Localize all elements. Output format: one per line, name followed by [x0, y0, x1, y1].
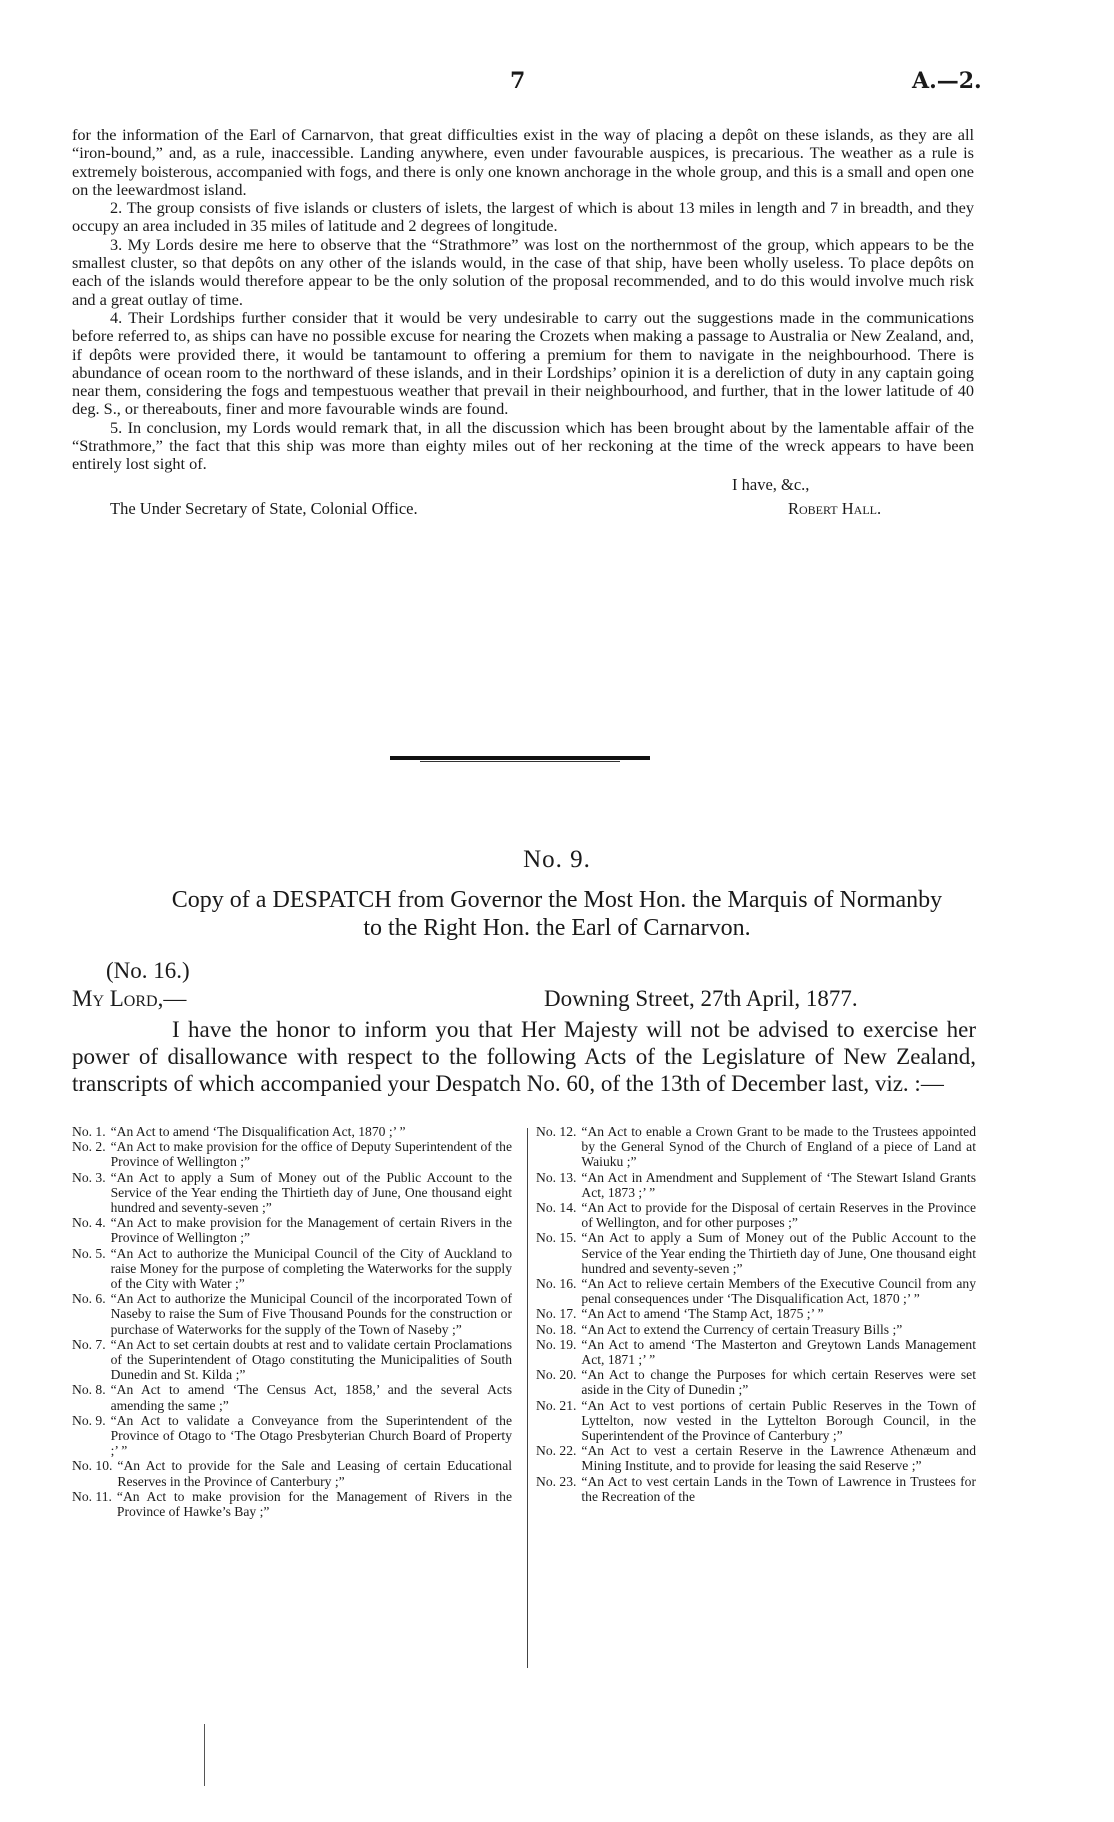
act-number: No. 2. — [72, 1139, 106, 1155]
act-title: “An Act to enable a Crown Grant to be made to the Trustees appointed by the General Synod of the Church of England of a piece of Land at Waiuku ;” — [581, 1124, 976, 1170]
despatch-title — [0, 886, 1114, 942]
despatch-body — [72, 1016, 976, 1097]
letter-body — [72, 126, 974, 534]
act-title: “An Act to amend ‘The Masterton and Greytown Lands Management Act, 1871 ;’ ” — [581, 1336, 976, 1368]
letter-paragraph-5: 5. In conclusion, my Lords would remark that, in all the discussion which has been brought about by the lamentable affair of the “Strathmore,” the fact that this ship was more than eighty miles out of her reckoning at the time of the wreck appears to have been entirely lost sight of. — [72, 417, 974, 474]
act-list-item — [536, 1398, 976, 1444]
act-number: No. 16. — [536, 1276, 577, 1292]
acts-column-left — [72, 1124, 512, 1519]
letter-paragraph-1: for the information of the Earl of Carnarvon, that great difficulties exist in the way of placing a depôt on these islands, as they are all “iron-bound,” and, as a rule, inaccessible. Landing anywhere, even under favourable auspices, is precarious. The weather as a rule is extremely boisterous, accompanied with fogs, and there is only one known anchorage in the whole group, and this is a small and open one on the leewardmost island. — [72, 125, 974, 199]
despatch-number: No. 9. — [523, 846, 591, 873]
despatch-body-text: I have the honor to inform you that Her Majesty will not be advised to exercise her power of disallowance with respect to the following Acts of the Legislature of New Zealand, transcripts of which accompanied your Despatch No. 60, of the 13th of December last, viz. :— — [72, 1017, 976, 1096]
act-list-item — [72, 1458, 512, 1488]
letter-closing: I have, &c., — [732, 474, 810, 494]
act-number: No. 19. — [536, 1336, 577, 1352]
despatch-salutation: My Lord,— — [72, 986, 187, 1011]
act-title: “An Act to provide for the Disposal of certain Reserves in the Province of Wellington, and for other purposes ;” — [581, 1200, 976, 1231]
act-title: “An Act to make provision for the Management of Rivers in the Province of Hawke’s Bay ;” — [116, 1488, 512, 1520]
act-number: No. 13. — [536, 1169, 577, 1185]
act-title: “An Act to relieve certain Members of the Executive Council from any penal consequences under ‘The Disqualification Act, 1870 ;’ ” — [581, 1276, 976, 1307]
act-list-item — [536, 1322, 976, 1337]
act-title: “An Act to vest portions of certain Public Reserves in the Town of Lyttelton, now vested in the Lyttelton Borough Council, in the Superintendent of the Province of Canterbury ;” — [581, 1397, 976, 1444]
act-number: No. 20. — [536, 1367, 577, 1383]
act-title: “An Act to validate a Conveyance from the Superintendent of the Province of Otago to ‘The Otago Presbyterian Church Board of Property ;’ ” — [110, 1412, 512, 1459]
act-number: No. 7. — [72, 1336, 106, 1352]
column-divider — [527, 1128, 528, 1668]
act-title: “An Act to authorize the Municipal Council of the incorporated Town of Naseby to raise the Sum of Five Thousand Pounds for the construction or purchase of Waterworks for the supply of the Town of Naseby ;” — [110, 1291, 512, 1337]
act-number: No. 12. — [536, 1124, 577, 1139]
act-number: No. 9. — [72, 1412, 106, 1428]
act-list-item — [72, 1215, 512, 1245]
document-reference: A.—2. — [912, 68, 982, 94]
letter-paragraph-4: 4. Their Lordships further consider that it would be very undesirable to carry out the suggestions made in the communications before referred to, as ships can have no possible excuse for nearing the Crozets when making a passage to Australia or New Zealand, and, if depôts were provided there, it would be tantamount to offering a premium for them to navigate in the neighbourhood. There is abundance of ocean room to the northward of these islands, and in their Lordships’ opinion it is a dereliction of duty in any captain going near them, considering the fogs and tempestuous weather that prevail in their neighbourhood, and further, that in the lower latitude of 40 deg. S., or thereabouts, finer and more favourable winds are found. — [72, 307, 974, 419]
act-number: No. 10. — [72, 1458, 113, 1474]
act-number: No. 5. — [72, 1245, 106, 1261]
act-list-item — [536, 1170, 976, 1200]
act-number: No. 4. — [72, 1215, 106, 1231]
act-number: No. 22. — [536, 1443, 577, 1459]
act-title: “An Act to amend ‘The Disqualification Act, 1870 ;’ ” — [110, 1124, 406, 1139]
letter-paragraph-2: 2. The group consists of five islands or clusters of islets, the largest of which is about 13 miles in length and 7 in breadth, and they occupy an area included in 35 miles of latitude and 2 degrees of longitude. — [72, 198, 974, 236]
letter-signature: Robert Hall. — [788, 498, 882, 518]
act-list-item — [72, 1139, 512, 1169]
act-title: “An Act to extend the Currency of certain Treasury Bills ;” — [581, 1321, 903, 1337]
act-list-item — [72, 1291, 512, 1337]
act-number: No. 6. — [72, 1291, 106, 1307]
act-number: No. 1. — [72, 1124, 106, 1139]
margin-mark — [204, 1724, 205, 1786]
act-title: “An Act to vest certain Lands in the Town of Lawrence in Trustees for the Recreation of the — [581, 1473, 976, 1504]
act-list-item — [72, 1337, 512, 1383]
page-header — [0, 68, 1114, 92]
act-title: “An Act to vest a certain Reserve in the Lawrence Athenæum and Mining Institute, and to provide for leasing the said Reserve ;” — [581, 1443, 976, 1474]
act-number: No. 8. — [72, 1382, 106, 1398]
act-number: No. 23. — [536, 1473, 577, 1489]
act-list-item — [72, 1124, 512, 1139]
act-title: “An Act to apply a Sum of Money out of the Public Account to the Service of the Year ending the Thirtieth day of June, One thousand eight hundred and seventy-seven ;” — [581, 1230, 976, 1276]
act-list-item — [536, 1337, 976, 1367]
act-list-item — [536, 1276, 976, 1306]
despatch-title-line-2: to the Right Hon. the Earl of Carnarvon. — [363, 915, 751, 941]
act-number: No. 11. — [72, 1488, 112, 1504]
act-title: “An Act to authorize the Municipal Council of the City of Auckland to raise Money for the purpose of completing the Waterworks for the supply of the City with Water ;” — [110, 1245, 512, 1292]
act-number: No. 3. — [72, 1169, 106, 1185]
act-list-item — [72, 1413, 512, 1459]
act-list-item — [536, 1124, 976, 1170]
act-number: No. 21. — [536, 1397, 577, 1413]
act-title: “An Act to provide for the Sale and Leasing of certain Educational Reserves in the Province of Canterbury ;” — [117, 1458, 512, 1489]
act-number: No. 14. — [536, 1200, 577, 1216]
act-title: “An Act to make provision for the office of Deputy Superintendent of the Province of Wellington ;” — [110, 1139, 512, 1170]
act-list-item — [72, 1489, 512, 1519]
act-list-item — [536, 1200, 976, 1230]
act-list-item — [72, 1382, 512, 1412]
despatch-heading — [0, 846, 1114, 942]
act-title: “An Act to amend ‘The Census Act, 1858,’ and the several Acts amending the same ;” — [110, 1382, 512, 1413]
act-list-item — [536, 1306, 976, 1321]
act-number: No. 17. — [536, 1306, 577, 1322]
act-list-item — [536, 1474, 976, 1504]
act-title: “An Act to apply a Sum of Money out of the Public Account to the Service of the Year ending the Thirtieth day of June, One thousand eight hundred and seventy-seven ;” — [110, 1169, 512, 1216]
act-title: “An Act in Amendment and Supplement of ‘The Stewart Island Grants Act, 1873 ;’ ” — [581, 1169, 976, 1200]
letter-paragraph-3: 3. My Lords desire me here to observe that the “Strathmore” was lost on the northernmost of the group, which appears to be the smallest cluster, so that depôts on any other of the islands would, in the case of that ship, have been wholly useless. To place depôts on each of the islands would therefore appear to be the only solution of the proposal recommended, and to do this would involve much risk and a great outlay of time. — [72, 234, 974, 309]
letter-signature-block — [72, 474, 974, 534]
act-title: “An Act to amend ‘The Stamp Act, 1875 ;’ ” — [581, 1306, 824, 1322]
section-divider — [390, 756, 650, 760]
act-number: No. 18. — [536, 1321, 577, 1337]
act-number: No. 15. — [536, 1230, 577, 1246]
page-number: 7 — [510, 68, 526, 94]
letter-addressee: The Under Secretary of State, Colonial Office. — [110, 498, 418, 518]
despatch-reference-number: (No. 16.) — [106, 958, 190, 983]
act-list-item — [536, 1230, 976, 1276]
act-title: “An Act to make provision for the Management of certain Rivers in the Province of Wellington ;” — [110, 1215, 512, 1246]
act-title: “An Act to set certain doubts at rest and to validate certain Proclamations of the Superintendent of Otago constituting the Municipalities of South Dunedin and St. Kilda ;” — [110, 1336, 512, 1383]
despatch-title-line-1: Copy of a DESPATCH from Governor the Most Hon. the Marquis of Normanby — [171, 887, 943, 913]
act-list-item — [536, 1367, 976, 1397]
act-list-item — [72, 1170, 512, 1216]
acts-column-right — [536, 1124, 976, 1504]
section-divider-thin — [420, 761, 620, 762]
despatch-place-date: Downing Street, 27th April, 1877. — [544, 986, 858, 1011]
act-list-item — [72, 1246, 512, 1292]
acts-list — [72, 1124, 976, 1684]
act-title: “An Act to change the Purposes for which certain Reserves were set aside in the City of Dunedin ;” — [581, 1367, 976, 1398]
act-list-item — [536, 1443, 976, 1473]
